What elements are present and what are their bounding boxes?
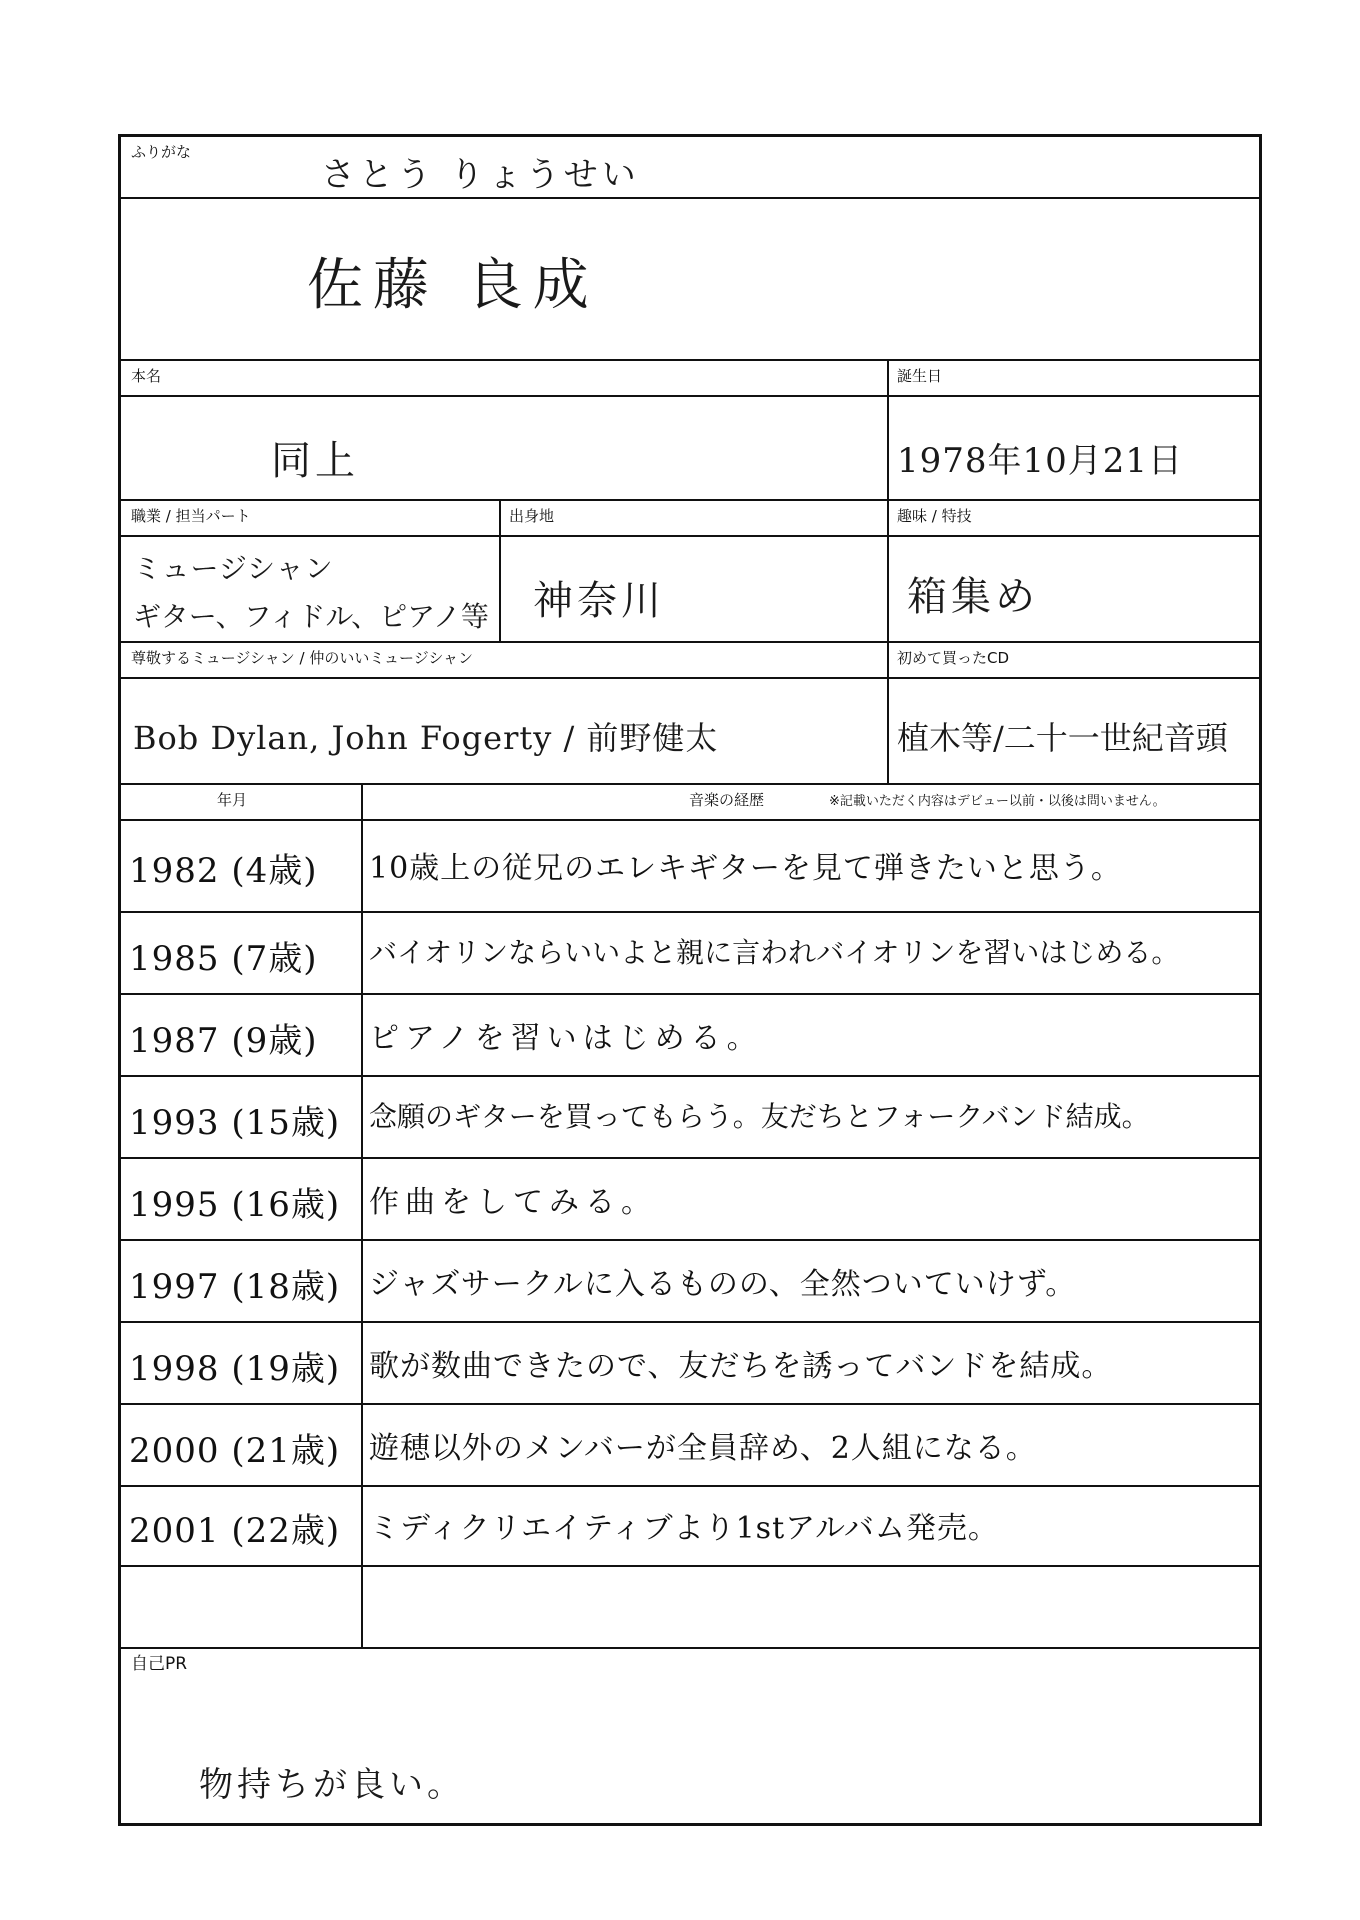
hometown-label: 出身地 — [509, 507, 555, 525]
birthday-value: 1978年10月21日 — [897, 441, 1184, 481]
divider — [121, 641, 1259, 643]
first-cd-value: 植木等/二十一世紀音頭 — [897, 719, 1228, 757]
history-year: 1993 (15歳) — [129, 1103, 341, 1143]
history-year: 1998 (19歳) — [129, 1349, 341, 1389]
career-note: ※記載いただく内容はデビュー以前・以後は問いません。 — [829, 794, 1166, 809]
divider — [121, 1565, 1259, 1567]
divider — [121, 197, 1259, 199]
profile-sheet — [118, 134, 1262, 1826]
self-pr-label: 自己PR — [131, 1654, 188, 1674]
history-text: 作曲をしてみる。 — [369, 1185, 657, 1220]
history-text: ピアノを習いはじめる。 — [369, 1021, 763, 1056]
history-year: 1997 (18歳) — [129, 1267, 341, 1307]
history-year: 2000 (21歳) — [129, 1431, 341, 1471]
divider — [121, 993, 1259, 995]
column-divider — [361, 783, 363, 1647]
history-text: ミディクリエイティブより1stアルバム発売。 — [369, 1511, 999, 1546]
year-month-label: 年月 — [217, 791, 248, 809]
divider — [121, 1157, 1259, 1159]
history-text: 10歳上の従兄のエレキギターを見て弾きたいと思う。 — [369, 851, 1122, 886]
column-divider — [887, 359, 889, 783]
real-name-value: 同上 — [271, 438, 359, 484]
divider — [121, 1647, 1259, 1649]
hobby-value: 箱集め — [907, 574, 1039, 620]
career-label: 音楽の経歴 — [689, 791, 765, 809]
history-text: 遊穂以外のメンバーが全員辞め、2人組になる。 — [369, 1431, 1037, 1466]
history-year: 1995 (16歳) — [129, 1185, 341, 1225]
history-text: 念願のギターを買ってもらう。友だちとフォークバンド結成。 — [369, 1100, 1150, 1133]
self-pr-value: 物持ちが良い。 — [199, 1765, 465, 1805]
history-year: 1982 (4歳) — [129, 851, 318, 891]
divider — [121, 911, 1259, 913]
divider — [121, 499, 1259, 501]
history-text: ジャズサークルに入るものの、全然ついていけず。 — [369, 1267, 1077, 1302]
column-divider — [499, 499, 501, 641]
divider — [121, 1485, 1259, 1487]
hometown-value: 神奈川 — [533, 578, 665, 624]
divider — [121, 783, 1259, 785]
occupation-value-line2: ギター、フィドル、ピアノ等 — [133, 600, 489, 633]
history-year: 1985 (7歳) — [129, 939, 318, 979]
history-year: 2001 (22歳) — [129, 1511, 341, 1551]
history-year: 1987 (9歳) — [129, 1021, 318, 1061]
history-text: 歌が数曲できたので、友だちを誘ってバンドを結成。 — [369, 1349, 1113, 1384]
divider — [121, 1075, 1259, 1077]
divider — [121, 1239, 1259, 1241]
divider — [121, 395, 1259, 397]
hobby-label: 趣味 / 特技 — [897, 507, 972, 525]
respected-value: Bob Dylan, John Fogerty / 前野健太 — [133, 719, 719, 757]
divider — [121, 359, 1259, 361]
first-cd-label: 初めて買ったCD — [897, 649, 1010, 667]
furigana-value: さとう りょうせい — [321, 155, 640, 195]
divider — [121, 1403, 1259, 1405]
divider — [121, 677, 1259, 679]
furigana-label: ふりがな — [131, 143, 192, 161]
birthday-label: 誕生日 — [897, 367, 943, 385]
divider — [121, 819, 1259, 821]
name-value: 佐藤 良成 — [307, 253, 599, 318]
respected-label: 尊敬するミュージシャン / 仲のいいミュージシャン — [131, 649, 474, 667]
divider — [121, 1321, 1259, 1323]
real-name-label: 本名 — [131, 367, 162, 385]
occupation-value-line1: ミュージシャン — [133, 552, 334, 585]
history-text: バイオリンならいいよと親に言われバイオリンを習いはじめる。 — [369, 936, 1180, 969]
occupation-label: 職業 / 担当パート — [131, 507, 251, 525]
divider — [121, 535, 1259, 537]
